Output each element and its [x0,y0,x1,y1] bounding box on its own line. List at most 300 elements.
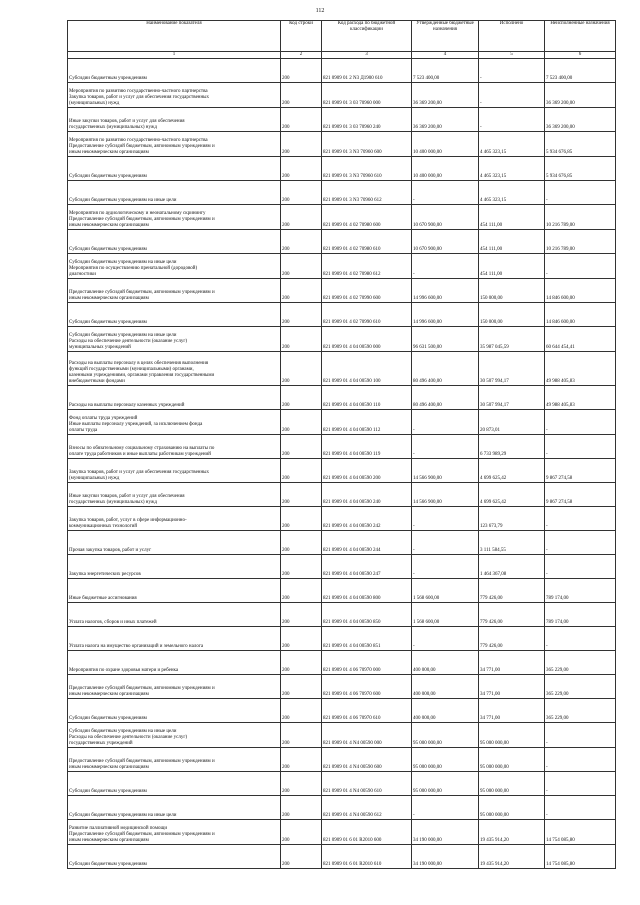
indicator-name-line: иным некоммерческим организациям [69,223,149,228]
expense-code-cell: 821 0909 01 3 N3 70960 600 [322,132,412,157]
executed-cell: 779 426,00 [479,603,545,627]
table-row [68,132,616,157]
remaining-cell: 9 867 274,58 [545,459,616,483]
remaining-cell: - [545,748,616,772]
table-row [68,507,616,531]
indicator-name-cell [68,579,281,603]
table-row [68,279,616,303]
indicator-name-line: Субсидии бюджетным учреждениям [69,174,147,179]
approved-cell: 14 996 600,00 [412,303,479,327]
header-line-code: Код строки [281,21,322,52]
expense-code-cell: 821 0909 01 4 06 70970 610 [322,699,412,723]
indicator-name-line: иным некоммерческим организациям [69,150,149,155]
indicator-name-cell [68,796,281,820]
executed-cell: 150 000,00 [479,303,545,327]
line-code-cell: 200 [281,845,322,869]
line-code-cell: 200 [281,279,322,303]
column-number: 1 [68,52,281,59]
line-code-cell: 200 [281,723,322,748]
table-row [68,352,616,386]
indicator-name-cell [68,181,281,205]
executed-cell: 6 733 989,29 [479,435,545,459]
budget-execution-table [67,20,616,869]
expense-code-cell: 821 0909 01 4 04 00590 850 [322,603,412,627]
indicator-name-line: Субсидии бюджетным учреждениям на иные цели [69,333,177,338]
table-row [68,254,616,279]
line-code-cell: 200 [281,83,322,108]
indicator-name-line: Предоставление субсидий бюджетным, автономным учреждениям и [69,686,215,691]
approved-cell: 34 190 000,00 [412,845,479,869]
expense-code-cell: 821 0909 01 4 04 00590 244 [322,531,412,555]
executed-cell: 19 435 914,20 [479,845,545,869]
approved-cell: 400 000,00 [412,651,479,675]
expense-code-cell: 821 0909 01 4 02 70980 612 [322,254,412,279]
expense-code-cell: 821 0909 01 4 02 70990 600 [322,279,412,303]
indicator-name-line: Субсидии бюджетным учреждениям на иные цели [69,198,177,203]
line-code-cell: 200 [281,205,322,230]
executed-cell: 34 771,00 [479,675,545,699]
expense-code-cell: 821 0909 01 4 N4 00590 612 [322,796,412,820]
indicator-name-line: иным некоммерческим организациям [69,692,149,697]
executed-cell: 95 000 000,00 [479,723,545,748]
approved-cell: - [412,254,479,279]
line-code-cell: 200 [281,675,322,699]
remaining-cell: - [545,796,616,820]
indicator-name-line: Мероприятия по осуществлению пренатальной (дородовой) [69,266,198,271]
remaining-cell: - [545,627,616,651]
table-row [68,845,616,869]
executed-cell: 35 987 045,59 [479,327,545,352]
indicator-name-line: казенными учреждениями, органами управления государственными [69,373,215,378]
approved-cell: 10 400 000,00 [412,132,479,157]
indicator-name-cell [68,820,281,845]
indicator-name-line: Иные выплаты персоналу учреждений, за исключением фонда [69,422,203,427]
line-code-cell: 200 [281,820,322,845]
header-remaining: Неисполненные назначения [545,21,616,52]
expense-code-cell: 821 0909 01 4 04 00590 247 [322,555,412,579]
indicator-name-line: (муниципальных) нужд [69,101,120,106]
indicator-name-line: муниципальных учреждений [69,345,131,350]
indicator-name-line: Закупка товаров, работ и услуг для обеспечения государственных [69,470,210,475]
indicator-name-line: государственных (муниципальных) нужд [69,500,157,505]
expense-code-cell: 821 0909 01 4 04 00590 242 [322,507,412,531]
indicator-name-line: Предоставление субсидий бюджетным, автономным учреждениям и [69,144,215,149]
expense-code-cell: 821 0909 01 4 02 70990 610 [322,303,412,327]
indicator-name-line: иным некоммерческим организациям [69,296,149,301]
approved-cell: 95 000 000,00 [412,723,479,748]
header-expense-code: Код расхода по бюджетной классификации [322,21,412,52]
expense-code-cell: 821 0909 01 6 01 R2010 610 [322,845,412,869]
indicator-name-line: диагностики [69,272,96,277]
indicator-name-line: оплаты труда [69,428,98,433]
indicator-name-cell [68,327,281,352]
executed-cell: 19 435 914,20 [479,820,545,845]
table-row [68,386,616,410]
approved-cell: 400 000,00 [412,675,479,699]
header-indicator-name: Наименование показателя [68,21,281,52]
line-code-cell: 200 [281,651,322,675]
table-row [68,796,616,820]
executed-cell: 4 699 625,42 [479,483,545,507]
indicator-name-cell [68,772,281,796]
remaining-cell: - [545,531,616,555]
executed-cell: 3 111 584,55 [479,531,545,555]
approved-cell: 14 566 900,00 [412,483,479,507]
indicator-name-line: Закупка товаров, работ, услуг в сфере информационно- [69,518,187,523]
table-row [68,303,616,327]
indicator-name-cell [68,108,281,132]
table-row [68,555,616,579]
indicator-name-cell [68,303,281,327]
indicator-name-line: Расходы на выплаты персоналу в целях обеспечения выполнения [69,361,209,366]
line-code-cell: 200 [281,254,322,279]
indicator-name-line: Предоставление субсидий бюджетным, автономным учреждениям и [69,217,215,222]
indicator-name-line: Субсидии бюджетным учреждениям на иные цели [69,260,177,265]
remaining-cell: - [545,772,616,796]
expense-code-cell: 821 0909 01 4 04 00590 000 [322,327,412,352]
line-code-cell: 200 [281,699,322,723]
table-row [68,230,616,254]
expense-code-cell: 821 0909 01 4 04 00590 119 [322,435,412,459]
header-row [68,21,616,52]
page-number: 112 [315,8,325,14]
table-row [68,410,616,435]
indicator-name-line: Предоставление субсидий бюджетным, автономным учреждениям и [69,759,215,764]
indicator-name-line: Развитие паллиативной медицинской помощи [69,826,168,831]
line-code-cell: 200 [281,132,322,157]
expense-code-cell: 821 0909 01 4 04 00590 200 [322,459,412,483]
executed-cell: 150 000,00 [479,279,545,303]
line-code-cell: 200 [281,627,322,651]
line-code-cell: 200 [281,796,322,820]
table-row [68,699,616,723]
expense-code-cell: 821 0909 01 4 02 70980 600 [322,205,412,230]
line-code-cell: 200 [281,230,322,254]
expense-code-cell: 821 0909 01 4 04 00590 851 [322,627,412,651]
approved-cell: - [412,435,479,459]
table-row [68,435,616,459]
line-code-cell: 200 [281,772,322,796]
approved-cell: 80 496 400,00 [412,352,479,386]
indicator-name-line: внебюджетными фондами [69,379,125,384]
indicator-name-cell [68,651,281,675]
table-row [68,627,616,651]
indicator-name-cell [68,748,281,772]
line-code-cell: 200 [281,555,322,579]
executed-cell: 34 771,00 [479,699,545,723]
executed-cell: 30 507 994,17 [479,386,545,410]
approved-cell: 36 369 200,00 [412,83,479,108]
indicator-name-line: Предоставление субсидий бюджетным, автономным учреждениям и [69,290,215,295]
table-row [68,772,616,796]
indicator-name-line: Мероприятия по аудиологическому и неонатальному скринингу [69,211,206,216]
remaining-cell: - [545,507,616,531]
executed-cell: 95 000 000,00 [479,796,545,820]
executed-cell: 4 699 625,42 [479,459,545,483]
remaining-cell: - [545,555,616,579]
indicator-name-line: Субсидии бюджетным учреждениям [69,716,147,721]
indicator-name-line: Мероприятия по развитию государственно-частного партнерства [69,138,208,143]
expense-code-cell: 821 0909 01 3 03 70960 000 [322,83,412,108]
indicator-name-cell [68,386,281,410]
approved-cell: - [412,627,479,651]
expense-code-cell: 821 0909 01 6 01 R2010 600 [322,820,412,845]
remaining-cell: 14 754 085,80 [545,820,616,845]
executed-cell: 95 000 000,00 [479,772,545,796]
executed-cell: 454 111,00 [479,205,545,230]
approved-cell: - [412,181,479,205]
line-code-cell: 200 [281,327,322,352]
indicator-name-line: Расходы на обеспечение деятельности (оказание услуг) [69,735,188,740]
approved-cell: - [412,555,479,579]
indicator-name-cell [68,352,281,386]
expense-code-cell: 821 0909 01 4 N4 00590 610 [322,772,412,796]
indicator-name-cell [68,132,281,157]
remaining-cell: 14 846 600,00 [545,303,616,327]
expense-code-cell: 821 0909 01 4 04 00590 240 [322,483,412,507]
indicator-name-cell [68,723,281,748]
remaining-cell: 5 934 676,85 [545,157,616,181]
approved-cell: 34 190 000,00 [412,820,479,845]
column-number-row [68,52,616,59]
approved-cell: 36 369 200,00 [412,108,479,132]
remaining-cell: 9 867 274,58 [545,483,616,507]
line-code-cell: 200 [281,531,322,555]
column-number: 3 [322,52,412,59]
indicator-name-line: Предоставление субсидий бюджетным, автономным учреждениям и [69,832,215,837]
indicator-name-cell [68,230,281,254]
table-row [68,531,616,555]
expense-code-cell: 821 0909 01 4 04 00590 112 [322,410,412,435]
line-code-cell: 200 [281,59,322,83]
indicator-name-line: Субсидии бюджетным учреждениям [69,76,147,81]
indicator-name-line: Субсидии бюджетным учреждениям [69,789,147,794]
expense-code-cell: 821 0909 01 3 N3 70960 612 [322,181,412,205]
line-code-cell: 200 [281,303,322,327]
executed-cell: 1 464 367,08 [479,555,545,579]
indicator-name-line: Фонд оплаты труда учреждений [69,416,138,421]
indicator-name-line: Расходы на выплаты персоналу казенных учреждений [69,403,185,408]
approved-cell: 1 568 600,00 [412,579,479,603]
expense-code-cell: 821 0909 01 4 04 00590 100 [322,352,412,386]
indicator-name-line: (муниципальных) нужд [69,476,120,481]
indicator-name-line: Субсидии бюджетным учреждениям на иные цели [69,813,177,818]
approved-cell: 14 996 600,00 [412,279,479,303]
line-code-cell: 200 [281,603,322,627]
approved-cell: - [412,531,479,555]
remaining-cell: 49 988 405,83 [545,352,616,386]
remaining-cell: 60 644 454,41 [545,327,616,352]
approved-cell: 95 000 000,00 [412,772,479,796]
indicator-name-line: Субсидии бюджетным учреждениям на иные цели [69,729,177,734]
executed-cell: 4 465 323,15 [479,157,545,181]
executed-cell: - [479,108,545,132]
expense-code-cell: 821 0909 01 4 N4 00590 000 [322,723,412,748]
line-code-cell: 200 [281,435,322,459]
executed-cell: 454 111,00 [479,230,545,254]
indicator-name-line: Иные бюджетные ассигнования [69,596,137,601]
table-row [68,59,616,83]
table-row [68,108,616,132]
indicator-name-cell [68,627,281,651]
indicator-name-line: Прочая закупка товаров, работ и услуг [69,548,152,553]
executed-cell: 454 111,00 [479,254,545,279]
executed-cell: 4 465 323,15 [479,181,545,205]
table-row [68,327,616,352]
table-row [68,603,616,627]
remaining-cell: - [545,723,616,748]
remaining-cell: 7 523 400,00 [545,59,616,83]
table-row [68,157,616,181]
executed-cell: 4 465 323,15 [479,132,545,157]
table-row [68,83,616,108]
remaining-cell: 10 216 789,00 [545,205,616,230]
indicator-name-line: Субсидии бюджетным учреждениям [69,862,147,867]
remaining-cell: - [545,254,616,279]
indicator-name-line: Иные закупки товаров, работ и услуг для обеспечения [69,119,185,124]
line-code-cell: 200 [281,459,322,483]
indicator-name-line: коммуникационных технологий [69,524,137,529]
table-row [68,181,616,205]
indicator-name-cell [68,459,281,483]
column-number: 6 [545,52,616,59]
remaining-cell: 36 369 200,00 [545,108,616,132]
executed-cell: 30 507 994,17 [479,352,545,386]
approved-cell: 7 523 400,00 [412,59,479,83]
indicator-name-line: Уплата налогов, сборов и иных платежей [69,620,157,625]
expense-code-cell: 821 0909 01 3 03 70960 240 [322,108,412,132]
remaining-cell: - [545,181,616,205]
line-code-cell: 200 [281,410,322,435]
approved-cell: 10 670 900,00 [412,205,479,230]
approved-cell: 14 566 900,00 [412,459,479,483]
approved-cell: - [412,796,479,820]
table-row [68,579,616,603]
table-row [68,651,616,675]
remaining-cell: 49 988 405,83 [545,386,616,410]
indicator-name-cell [68,603,281,627]
indicator-name-line: иным некоммерческим организациям [69,765,149,770]
indicator-name-line: оплате труда работников и иные выплаты работникам учреждений [69,452,211,457]
remaining-cell: 365 229,00 [545,699,616,723]
remaining-cell: 789 174,00 [545,603,616,627]
expense-code-cell: 821 0909 01 4 06 70970 000 [322,651,412,675]
executed-cell: - [479,59,545,83]
expense-code-cell: 821 0909 01 4 N4 00590 600 [322,748,412,772]
indicator-name-cell [68,279,281,303]
remaining-cell: 365 229,00 [545,675,616,699]
executed-cell: - [479,83,545,108]
header-executed: Исполнено [479,21,545,52]
indicator-name-cell [68,83,281,108]
expense-code-cell: 821 0909 01 4 04 00590 110 [322,386,412,410]
line-code-cell: 200 [281,748,322,772]
indicator-name-line: Иные закупки товаров, работ и услуг для обеспечения [69,494,185,499]
approved-cell: 10 400 000,00 [412,157,479,181]
executed-cell: 34 771,00 [479,651,545,675]
indicator-name-cell [68,435,281,459]
remaining-cell: 365 229,00 [545,651,616,675]
expense-code-cell: 821 0909 01 4 02 70980 610 [322,230,412,254]
line-code-cell: 200 [281,157,322,181]
line-code-cell: 200 [281,579,322,603]
remaining-cell: 10 216 789,00 [545,230,616,254]
executed-cell: 779 426,00 [479,627,545,651]
expense-code-cell: 821 0909 01 3 N3 70960 610 [322,157,412,181]
indicator-name-line: Закупка товаров, работ и услуг для обеспечения государственных [69,95,210,100]
indicator-name-cell [68,157,281,181]
column-number: 2 [281,52,322,59]
line-code-cell: 200 [281,507,322,531]
indicator-name-cell [68,555,281,579]
indicator-name-line: иным некоммерческим организациям [69,838,149,843]
approved-cell: 95 000 000,00 [412,748,479,772]
indicator-name-line: функций государственными (муниципальными) органами, [69,367,194,372]
indicator-name-line: Взносы по обязательному социальному страхованию на выплаты по [69,446,215,451]
indicator-name-line: Закупка энергетических ресурсов [69,572,141,577]
approved-cell: - [412,507,479,531]
indicator-name-line: Уплата налога на имущество организаций и земельного налога [69,644,204,649]
indicator-name-cell [68,699,281,723]
line-code-cell: 200 [281,352,322,386]
table-row [68,459,616,483]
indicator-name-cell [68,507,281,531]
approved-cell: 400 000,00 [412,699,479,723]
expense-code-cell: 821 0909 01 2 N3 Д1900 610 [322,59,412,83]
table-row [68,675,616,699]
indicator-name-line: государственных (муниципальных) нужд [69,125,157,130]
executed-cell: 95 000 000,00 [479,748,545,772]
table-row [68,483,616,507]
indicator-name-line: Мероприятия по охране здоровья матери и ребенка [69,668,179,673]
indicator-name-line: государственных учреждений [69,741,133,746]
expense-code-cell: 821 0909 01 4 06 70970 600 [322,675,412,699]
remaining-cell: - [545,435,616,459]
remaining-cell: 14 846 600,00 [545,279,616,303]
executed-cell: 123 673,79 [479,507,545,531]
expense-code-cell: 821 0909 01 4 04 00590 800 [322,579,412,603]
approved-cell: 96 631 500,00 [412,327,479,352]
line-code-cell: 200 [281,108,322,132]
table-row [68,748,616,772]
executed-cell: 779 426,00 [479,579,545,603]
indicator-name-cell [68,483,281,507]
executed-cell: 20 873,01 [479,410,545,435]
indicator-name-cell [68,675,281,699]
indicator-name-cell [68,59,281,83]
remaining-cell: 5 934 676,85 [545,132,616,157]
table-row [68,723,616,748]
column-number: 5 [479,52,545,59]
indicator-name-cell [68,205,281,230]
table-row [68,205,616,230]
table-row [68,820,616,845]
header-approved: Утвержденные бюджетные назначения [412,21,479,52]
line-code-cell: 200 [281,386,322,410]
indicator-name-cell [68,531,281,555]
approved-cell: 1 568 600,00 [412,603,479,627]
indicator-name-line: Расходы на обеспечение деятельности (оказание услуг) [69,339,188,344]
approved-cell: 10 670 900,00 [412,230,479,254]
indicator-name-line: Субсидии бюджетным учреждениям [69,247,147,252]
remaining-cell: - [545,410,616,435]
approved-cell: 80 496 400,00 [412,386,479,410]
approved-cell: - [412,410,479,435]
indicator-name-cell [68,410,281,435]
remaining-cell: 14 754 085,80 [545,845,616,869]
indicator-name-line: Субсидии бюджетным учреждениям [69,320,147,325]
remaining-cell: 789 174,00 [545,579,616,603]
